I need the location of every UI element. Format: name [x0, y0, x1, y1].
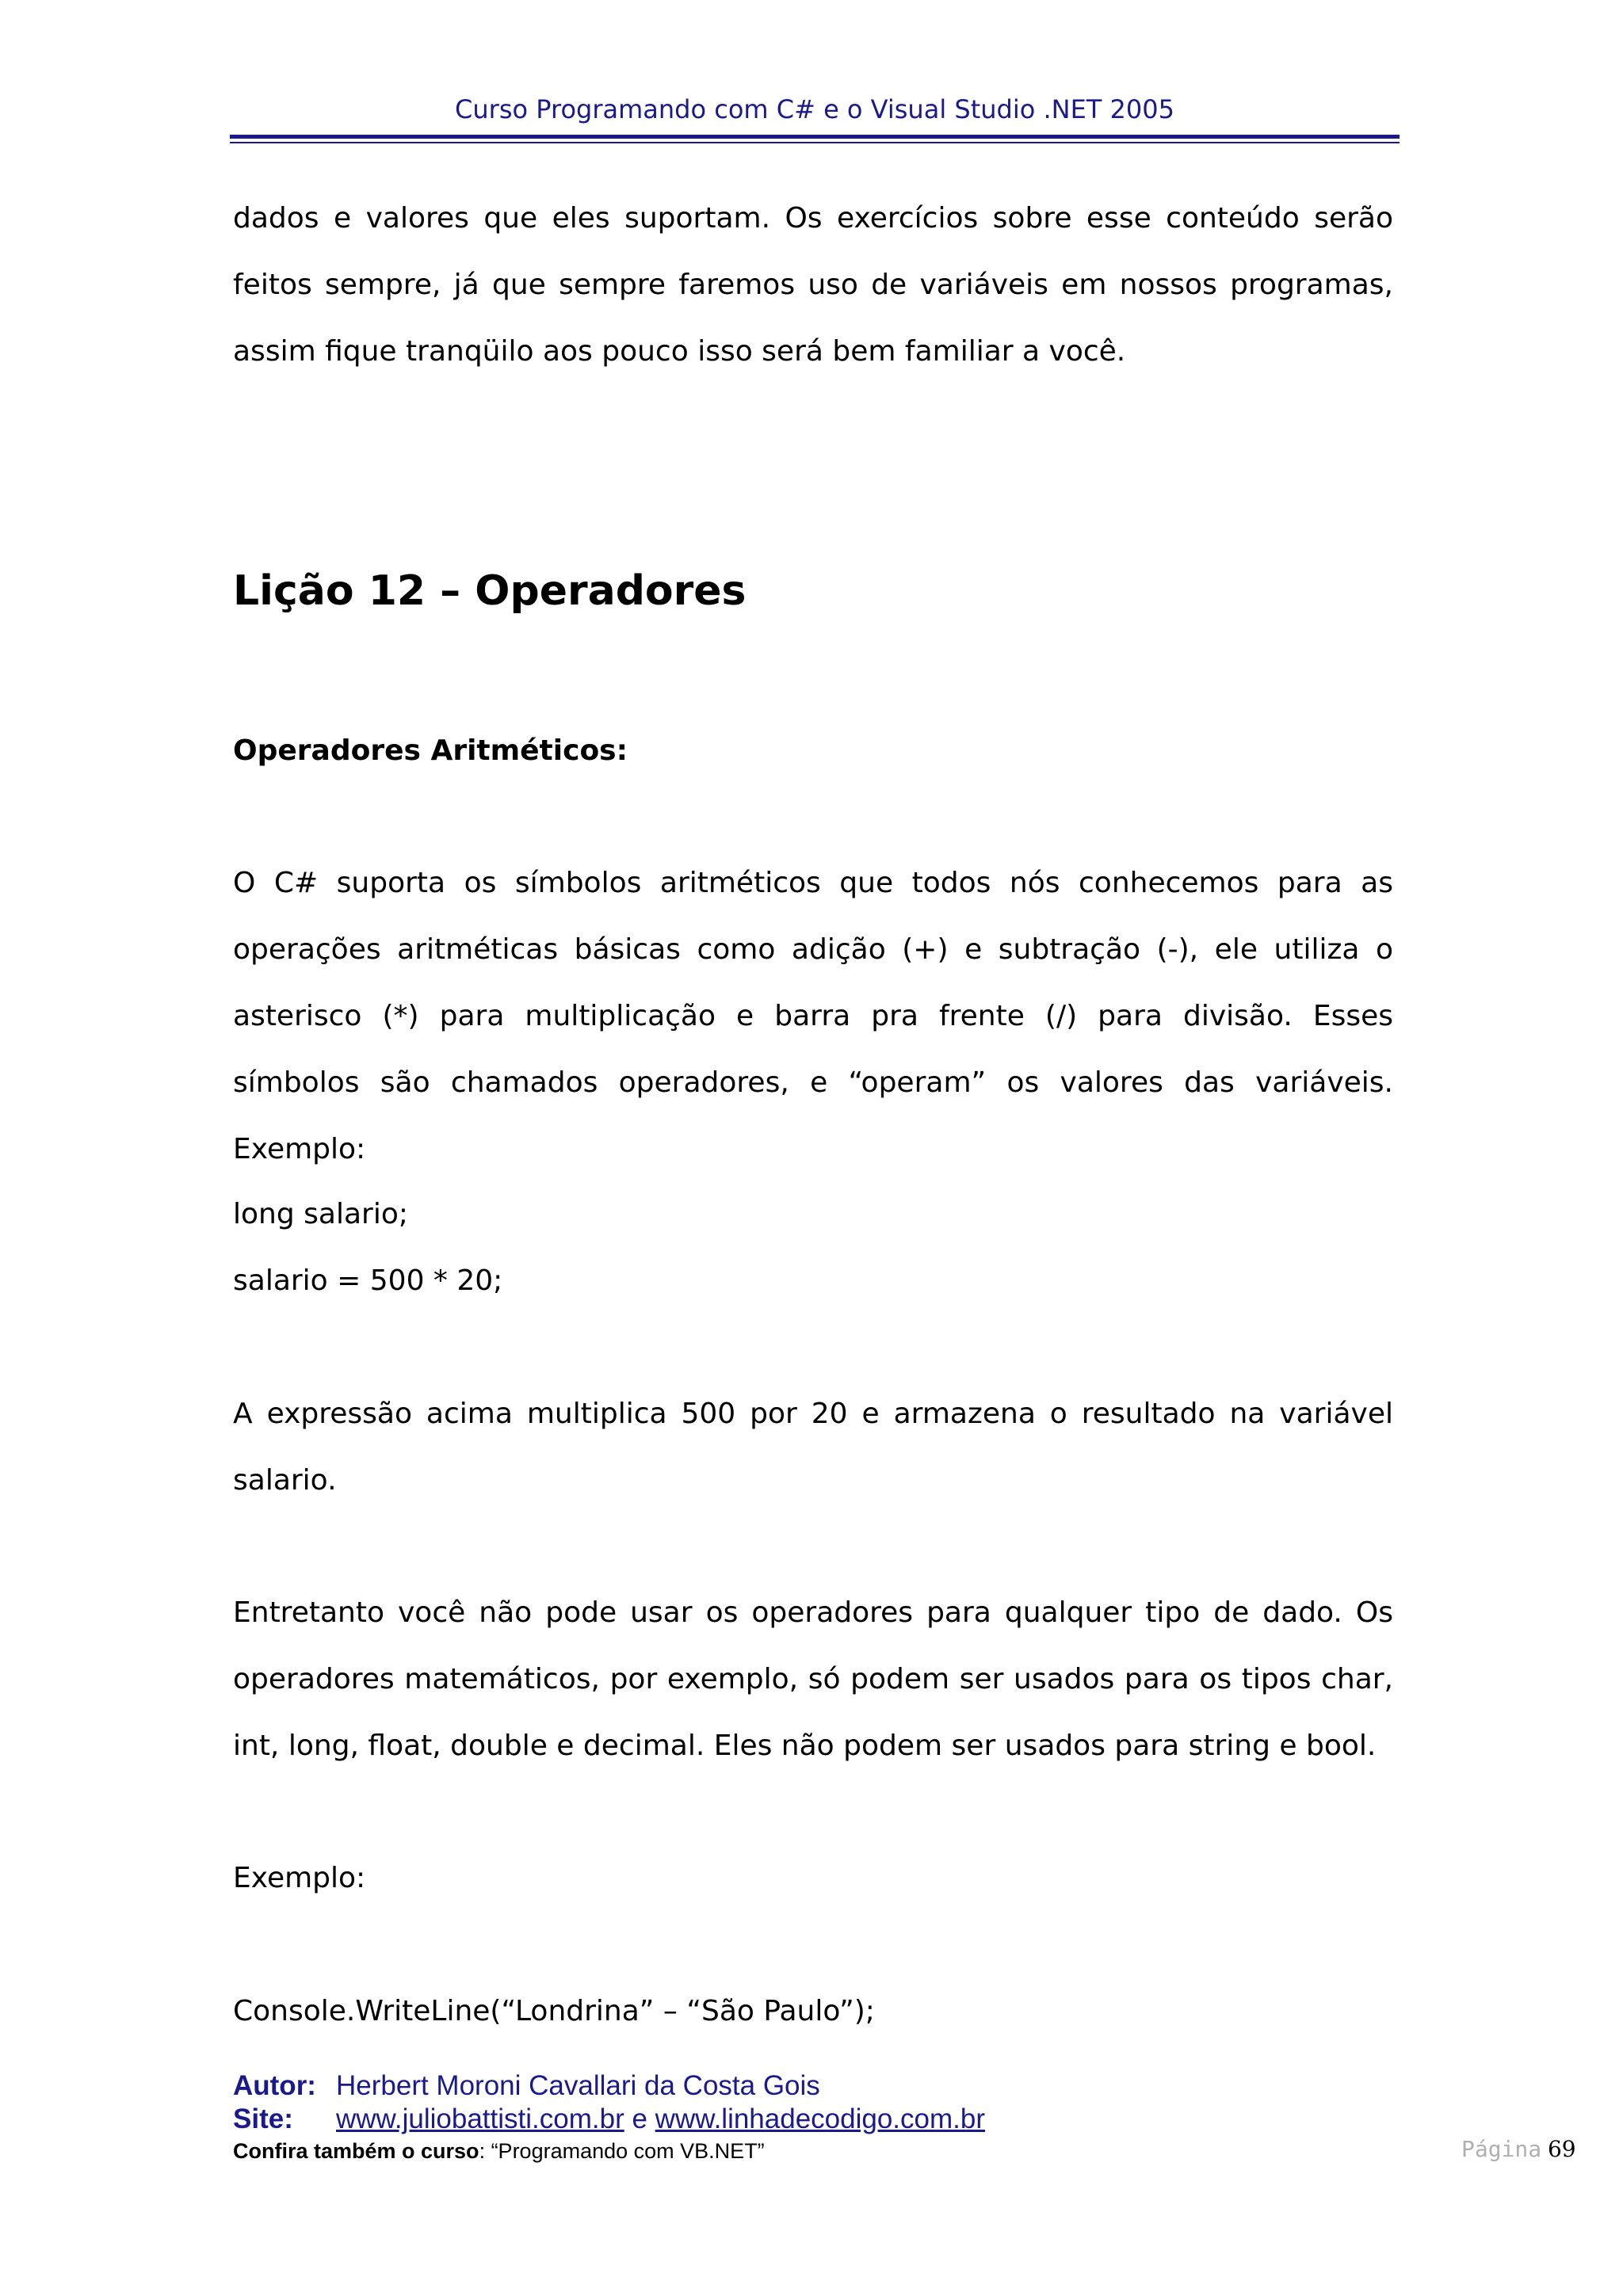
example-label: Exemplo:	[233, 1862, 366, 1894]
course-label: Confira também o curso	[233, 2139, 479, 2163]
code-line: long salario;	[233, 1198, 408, 1230]
page-label: Página	[1461, 2136, 1542, 2162]
running-header: Curso Programando com C# e o Visual Studio .NET 2005	[455, 94, 1174, 124]
page-number-value: 69	[1547, 2136, 1576, 2162]
site-link-linhadecodigo[interactable]: www.linhadecodigo.com.br	[655, 2103, 985, 2134]
site-links	[336, 2103, 985, 2136]
header-rule-thin	[230, 142, 1400, 143]
footer-course-note	[233, 2138, 765, 2164]
header-rule-thick	[230, 135, 1400, 139]
paragraph-operators-intro: O C# suporta os símbolos aritméticos que todos nós conhecemos para as operações aritméticas básicas como adição (+) e subtração (-), ele utiliza o asterisco (*) para multiplicação e barra pra frente (/) para divisão. Esses símbolos são chamados operadores, e “operam” os valores das variáveis. Exemplo:	[233, 867, 1393, 1165]
lesson-title: Lição 12 – Operadores	[233, 567, 747, 615]
site-label: Site:	[233, 2103, 293, 2134]
site-link-juliobattisti[interactable]: www.juliobattisti.com.br	[336, 2103, 624, 2134]
author-name: Herbert Moroni Cavallari da Costa Gois	[336, 2070, 820, 2101]
site-separator: e	[632, 2103, 647, 2134]
paragraph-type-restriction: Entretanto você não pode usar os operadores para qualquer tipo de dado. Os operadores matemáticos, por exemplo, só podem ser usados para os tipos char, int, long, float, double e decimal. Eles não podem ser usados para string e bool.	[233, 1596, 1393, 1762]
course-text: : “Programando com VB.NET”	[479, 2139, 765, 2163]
author-label: Autor:	[233, 2070, 316, 2101]
code-line: salario = 500 * 20;	[233, 1264, 503, 1297]
section-heading: Operadores Aritméticos:	[233, 734, 628, 767]
intro-paragraph: dados e valores que eles suportam. Os exercícios sobre esse conteúdo serão feitos sempre, já que sempre faremos uso de variáveis em nossos programas, assim fique tranqüilo aos pouco isso será bem familiar a você.	[233, 202, 1393, 368]
paragraph-expression-explanation: A expressão acima multiplica 500 por 20 e armazena o resultado na variável salario.	[233, 1398, 1393, 1497]
code-line-example: Console.WriteLine(“Londrina” – “São Paulo”);	[233, 1995, 875, 2027]
page-number	[1461, 2136, 1576, 2163]
